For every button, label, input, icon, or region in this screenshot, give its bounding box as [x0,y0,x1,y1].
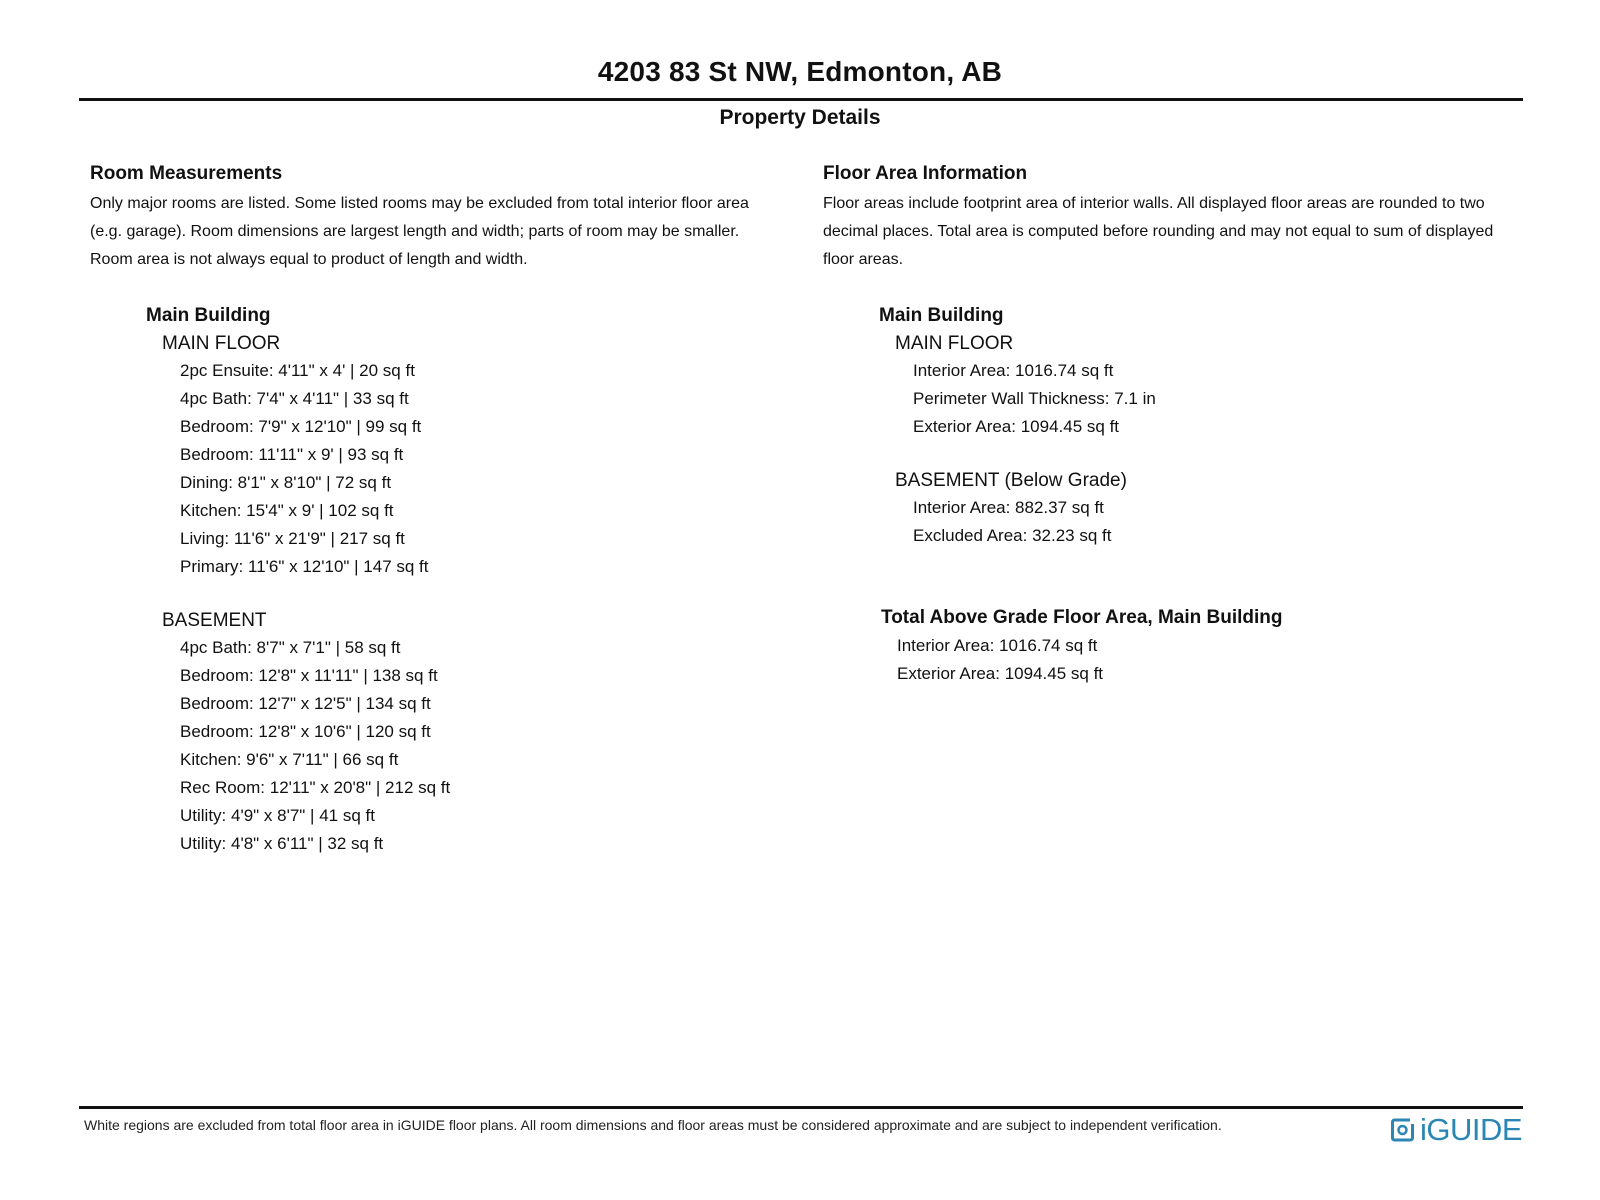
area-item: Perimeter Wall Thickness: 7.1 in [913,389,1156,408]
main-floor-room-list [180,357,790,581]
page-subtitle: Property Details [719,106,881,129]
intro-line: decimal places. Total area is computed before rounding and may not equal to sum of displayed [823,223,1494,240]
room-item: 4pc Bath: 7'4" x 4'11" | 33 sq ft [180,389,409,408]
area-item: Interior Area: 882.37 sq ft [913,498,1104,517]
floor-title-main: MAIN FLOOR [162,333,281,354]
total-area-item: Exterior Area: 1094.45 sq ft [897,664,1104,683]
footer-divider [79,1106,1523,1109]
room-item: Bedroom: 7'9" x 12'10" | 99 sq ft [180,417,422,436]
total-area-title: Total Above Grade Floor Area, Main Building [881,607,1283,628]
room-building-block [146,302,790,858]
page-title: 4203 83 St NW, Edmonton, AB [597,56,1003,87]
room-item: Utility: 4'8" x 6'11" | 32 sq ft [180,834,384,853]
iguide-logo-text: iGUIDE [1420,1112,1523,1147]
total-area-item: Interior Area: 1016.74 sq ft [897,636,1098,655]
floor-area-heading: Floor Area Information [823,163,1028,184]
area-item: Interior Area: 1016.74 sq ft [913,361,1114,380]
iguide-logo-icon [1391,1117,1417,1143]
basement-area-list [913,494,1543,550]
header-divider [79,98,1523,101]
area-building-block [879,302,1543,550]
room-item: Kitchen: 15'4" x 9' | 102 sq ft [180,501,394,520]
building-title: Main Building [879,305,1004,326]
area-item: Excluded Area: 32.23 sq ft [913,526,1112,545]
room-item: Primary: 11'6" x 12'10" | 147 sq ft [180,557,429,576]
area-floor-title-basement: BASEMENT (Below Grade) [895,470,1127,491]
room-item: Kitchen: 9'6" x 7'11" | 66 sq ft [180,750,399,769]
room-measurements-intro [90,190,790,274]
iguide-logo [1391,1112,1522,1148]
room-item: Dining: 8'1" x 8'10" | 72 sq ft [180,473,392,492]
area-item: Exterior Area: 1094.45 sq ft [913,417,1120,436]
footer-disclaimer: White regions are excluded from total floor area in iGUIDE floor plans. All room dimensions and floor areas must be considered approximate and are subject to independent verification. [84,1117,1222,1133]
room-measurements-section [90,162,790,858]
intro-line: Only major rooms are listed. Some listed rooms may be excluded from total interior floor area [90,195,749,212]
total-area-block [881,604,1543,688]
main-floor-area-list [913,357,1543,441]
room-item: Utility: 4'9" x 8'7" | 41 sq ft [180,806,375,825]
intro-line: Room area is not always equal to product of length and width. [90,251,528,268]
floor-area-section [823,162,1543,688]
room-measurements-heading: Room Measurements [90,163,283,184]
room-item: Bedroom: 12'8" x 10'6" | 120 sq ft [180,722,431,741]
basement-room-list [180,634,790,858]
intro-line: (e.g. garage). Room dimensions are largest length and width; parts of room may be smaller. [90,223,740,240]
area-floor-title-main: MAIN FLOOR [895,333,1014,354]
room-item: Bedroom: 12'7" x 12'5" | 134 sq ft [180,694,431,713]
floor-area-intro [823,190,1543,274]
room-item: 4pc Bath: 8'7" x 7'1" | 58 sq ft [180,638,401,657]
room-item: 2pc Ensuite: 4'11" x 4' | 20 sq ft [180,361,415,380]
room-item: Rec Room: 12'11" x 20'8" | 212 sq ft [180,778,451,797]
intro-line: Floor areas include footprint area of interior walls. All displayed floor areas are rounded to two [823,195,1485,212]
building-title: Main Building [146,305,271,326]
intro-line: floor areas. [823,251,904,268]
room-item: Living: 11'6" x 21'9" | 217 sq ft [180,529,405,548]
total-area-list [897,632,1543,688]
floor-title-basement: BASEMENT [162,610,267,631]
room-item: Bedroom: 12'8" x 11'11" | 138 sq ft [180,666,438,685]
room-item: Bedroom: 11'11" x 9' | 93 sq ft [180,445,404,464]
